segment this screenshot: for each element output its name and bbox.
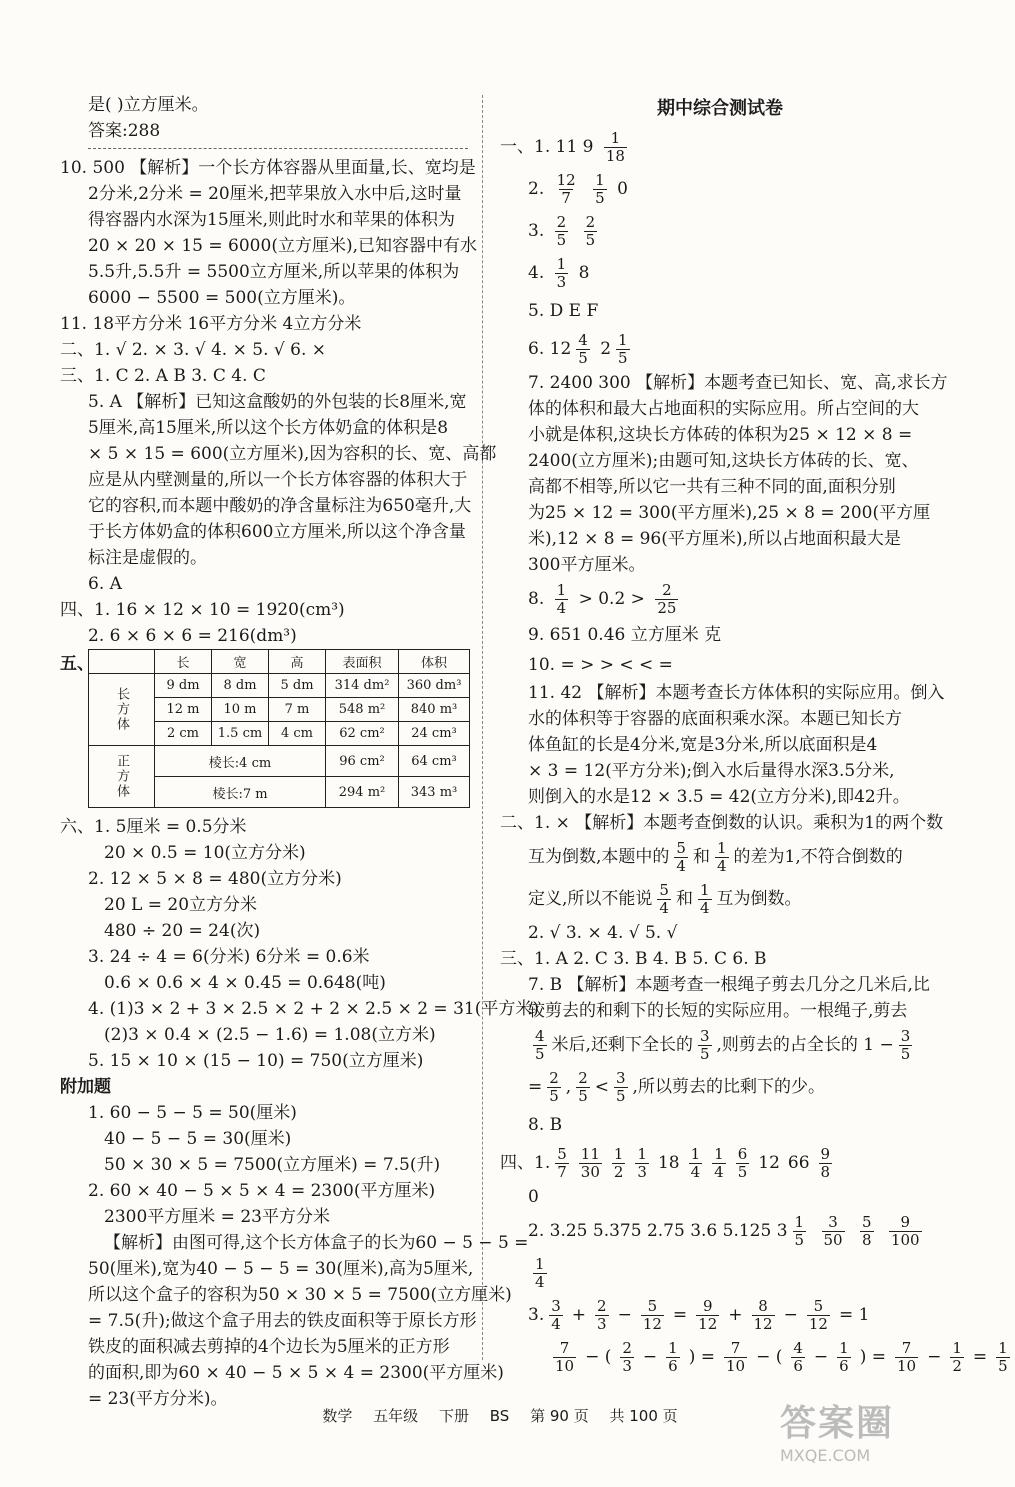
group-label-cuboid: 长方体 [89, 674, 155, 746]
extra-line: 2300平方厘米 = 23平方分米 [104, 1207, 330, 1227]
page-title: 期中综合测试卷 [657, 98, 783, 119]
s2-line: 二、1. × 【解析】本题考查倒数的认识。乘积为1的两个数 [500, 813, 944, 833]
extra-line: 【解析】由图可得,这个长方体盒子的长为60 − 5 − 5 = [104, 1233, 529, 1253]
table-header: 长 [155, 650, 212, 674]
section-4-line: 2. 6 × 6 × 6 = 216(dm³) [88, 626, 297, 646]
dashed-separator [88, 148, 468, 149]
section-6-line: 480 ÷ 20 = 24(次) [104, 921, 261, 941]
fraction: $\frac{2}{5}$ [549, 1069, 559, 1105]
fraction: $\frac{4}{5}$ [535, 1027, 545, 1063]
extra-line: 2. 60 × 40 − 5 × 5 × 4 = 2300(平方厘米) [88, 1181, 436, 1201]
table-cell: 96 cm² [326, 746, 399, 777]
q5-line: 应是从内壁测量的,所以一个长方体容器的体积大于 [88, 470, 468, 490]
section-5 [60, 649, 480, 808]
column-divider [482, 95, 483, 1360]
table-cell: 24 cm³ [399, 722, 470, 746]
fraction: $\frac{1}{5}$ [595, 171, 605, 207]
extra-line: 50(厘米),宽为40 − 5 − 5 = 30(厘米),高为5厘米, [88, 1259, 474, 1279]
q5-line: × 5 × 15 = 600(立方厘米),因为容积的长、宽、高都 [88, 444, 497, 464]
q10-line: 得容器内水深为15厘米,则此时水和苹果的体积为 [88, 210, 456, 230]
fraction: $\frac{1}{6}$ [668, 1339, 678, 1375]
extra-line: 铁皮的面积减去剪掉的4个边长为5厘米的正方形 [88, 1337, 450, 1357]
r10-line: 10. = > > < < = [528, 655, 673, 675]
table-cell: 棱长:4 cm [155, 746, 326, 777]
s4-eq-1: 3. $\frac{3}{4}$ + $\frac{2}{3}$ − $\frac{5}{12}$ = $\frac{9}{12}$ + $\frac{8}{12}$ − $\frac{5}{12}$ = 1 [528, 1297, 870, 1333]
section-6 [60, 814, 539, 1074]
r7-line: 小就是体积,这块长方体砖的体积为25 × 12 × 8 = [528, 425, 913, 445]
watermark-text: 答案圈 [780, 1403, 895, 1444]
math-token: = 1 [838, 1305, 870, 1325]
fraction: $\frac{2}{25}$ [657, 581, 677, 617]
math-token: − [813, 1347, 829, 1367]
s4-line-1-tail: 0 [528, 1187, 539, 1207]
math-token: + [571, 1305, 587, 1325]
table-cell: 9 dm [155, 674, 212, 698]
table-header: 表面积 [326, 650, 399, 674]
table-cell: 294 m² [326, 777, 399, 808]
table-cell: 64 cm³ [399, 746, 470, 777]
volume-table [88, 649, 470, 808]
table-row [89, 746, 470, 777]
r7-line: 300平方厘米。 [528, 555, 646, 575]
q9-tail: 是( )立方厘米。 [88, 95, 209, 115]
fraction: $\frac{1}{3}$ [556, 255, 567, 291]
s4-eq-2 [500, 1336, 1008, 1378]
math-token: − [783, 1305, 798, 1325]
section-2: 二、1. √ 2. × 3. √ 4. × 5. √ 6. × [60, 340, 326, 360]
table-cell: 360 dm³ [399, 674, 470, 698]
q5-line: 于长方体奶盒的体积600立方厘米,所以这个净含量 [88, 522, 466, 542]
section-6-line: (2)3 × 0.4 × (2.5 − 1.6) = 1.08(立方米) [104, 1025, 436, 1045]
s2-line: 互为倒数,本题中的 $\frac{5}{4}$ 和 $\frac{1}{4}$ 的差为1,不符合倒数的 [528, 839, 903, 875]
table-row [89, 674, 470, 698]
r4-line: 4. $\frac{1}{3}$ 8 [528, 255, 590, 291]
section-6-line: 六、1. 5厘米 = 0.5分米 [60, 817, 247, 837]
r9-line: 9. 651 0.46 立方厘米 克 [528, 625, 722, 645]
q10-line: 5.5升,5.5升 = 5500立方厘米,所以苹果的体积为 [88, 262, 460, 282]
q10-line: 10. 500 【解析】一个长方体容器从里面量,长、宽均是 [60, 158, 476, 178]
table-cell: 5 dm [269, 674, 326, 698]
fraction: $\frac{1}{3}$ [637, 1145, 647, 1181]
q5-line: 5厘米,高15厘米,所以这个长方体奶盒的体积是8 [88, 418, 449, 438]
r11-line: 水的体积等于容器的底面积乘水深。本题已知长方 [528, 709, 902, 729]
watermark-logo [780, 1395, 970, 1475]
r11-line: × 3 = 12(平方分米);倒入水后量得水深3.5分米, [528, 761, 895, 781]
fraction: $\frac{7}{10}$ [555, 1339, 575, 1375]
table-cell: 棱长:7 m [155, 777, 326, 808]
fraction: $\frac{1}{5}$ [618, 331, 628, 367]
fraction: $\frac{7}{10}$ [897, 1339, 917, 1375]
section-6-line: 3. 24 ÷ 4 = 6(分米) 6分米 = 0.6米 [88, 947, 370, 967]
table-cell: 2 cm [155, 722, 212, 746]
section-6-line: 20 L = 20立方分米 [104, 895, 258, 915]
math-token: ) = [859, 1347, 886, 1367]
section-4-line: 四、1. 16 × 12 × 10 = 1920(cm³) [60, 600, 345, 620]
fraction: $\frac{6}{5}$ [737, 1145, 748, 1181]
table-header-row [89, 650, 470, 674]
s3-line: $\frac{4}{5}$ 米后,还剩下全长的 $\frac{3}{5}$ ,则剪去的占全长的 1 − $\frac{3}{5}$ [535, 1027, 911, 1063]
fraction: $\frac{1}{4}$ [690, 1145, 701, 1181]
fraction: $\frac{1}{4}$ [716, 839, 727, 875]
s3-line: 7. B 【解析】本题考查一根绳子剪去几分之几米后,比 [528, 975, 930, 995]
footer-subject: 数学 [322, 1407, 353, 1425]
s3-line: 三、1. A 2. C 3. B 4. B 5. C 6. B [500, 949, 767, 969]
fraction: $\frac{3}{4}$ [551, 1297, 561, 1333]
math-token: 12 [758, 1153, 780, 1173]
extra-line: = 7.5(升);做这个盒子用去的铁皮面积等于原长方形 [88, 1311, 477, 1331]
extra-line: 1. 60 − 5 − 5 = 50(厘米) [88, 1103, 297, 1123]
r7-line: 为25 × 12 = 300(平方厘米),25 × 8 = 200(平方厘 [528, 503, 931, 523]
math-token: − [617, 1305, 632, 1325]
table-cell: 7 m [269, 698, 326, 722]
math-token: 66 [787, 1153, 810, 1173]
fraction: $\frac{3}{5}$ [616, 1069, 626, 1105]
q5-line: 标注是虚假的。 [88, 548, 207, 568]
fraction: $\frac{1}{4}$ [556, 581, 567, 617]
q10-line: 20 × 20 × 15 = 6000(立方厘米),已知容器中有水 [88, 236, 477, 256]
r5-line: 5. D E F [528, 301, 599, 321]
table-cell: 62 cm² [326, 722, 399, 746]
fraction: $\frac{1}{4}$ [699, 881, 710, 917]
q5-line: 它的容积,而本题中酸奶的净含量标注为650毫升,大 [88, 496, 472, 516]
fraction: $\frac{1}{4}$ [535, 1255, 545, 1291]
fraction: $\frac{2}{3}$ [597, 1297, 607, 1333]
table-corner [89, 650, 155, 674]
extra-block [60, 1100, 529, 1412]
fraction: $\frac{1}{4}$ [714, 1145, 724, 1181]
table-cell: 1.5 cm [212, 722, 269, 746]
section-6-line: 4. (1)3 × 2 + 3 × 2.5 × 2 + 2 × 2.5 × 2 = 31(平方米) [88, 999, 539, 1019]
group-label-cube: 正方体 [89, 746, 155, 808]
s4-line-1: 四、1. $\frac{5}{7}$ $\frac{11}{30}$ $\frac{1}{2}$ $\frac{1}{3}$ 18 $\frac{1}{4}$ $\frac{1}{4}$ $\frac{6}{5}$ 12 66 $\frac{9}{8}$ [500, 1145, 831, 1181]
section-5-label: 五、 [60, 654, 94, 674]
math-token: − ( [585, 1347, 612, 1367]
math-token: + [728, 1305, 743, 1325]
r7-line: 体的体积和最大占地面积的实际应用。所占空间的大 [528, 399, 919, 419]
math-token: = [672, 1305, 688, 1325]
extra-line: 50 × 30 × 5 = 7500(立方厘米) = 7.5(升) [104, 1155, 441, 1175]
fraction: $\frac{1}{5}$ [794, 1213, 805, 1249]
r7-line: 米),12 × 8 = 96(平方厘米),所以占地面积最大是 [528, 529, 901, 549]
r11-line: 11. 42 【解析】本题考查长方体体积的实际应用。倒入 [528, 683, 945, 703]
table-cell: 314 dm² [326, 674, 399, 698]
watermark-url: MXQE.COM [780, 1446, 871, 1465]
left-column [60, 92, 539, 1412]
r1-text: 一、1. 11 9 [500, 137, 594, 157]
math-token: ) = [688, 1347, 715, 1367]
fraction: $\frac{9}{12}$ [698, 1297, 718, 1333]
s3-line: 8. B [528, 1115, 563, 1135]
table-cell: 548 m² [326, 698, 399, 722]
q5-block [60, 389, 497, 571]
fraction: $\frac{9}{8}$ [820, 1145, 831, 1181]
footer-page: 第 90 页 [530, 1407, 589, 1425]
section-3: 三、1. C 2. A B 3. C 4. C [60, 366, 266, 386]
math-token: = [972, 1347, 988, 1367]
table-cell: 840 m³ [399, 698, 470, 722]
footer-grade: 五年级 [373, 1407, 419, 1425]
math-token: 18 [657, 1153, 680, 1173]
fraction: $\frac{2}{3}$ [622, 1339, 632, 1375]
fraction: $\frac{4}{6}$ [793, 1339, 803, 1375]
r6-line: 6. 12 $\frac{4}{5}$ 2 $\frac{1}{5}$ [528, 331, 628, 367]
section-6-line: 5. 15 × 10 × (15 − 10) = 750(立方厘米) [88, 1051, 424, 1071]
q10-line: 2分米,2分米 = 20厘米,把苹果放入水中后,这时量 [88, 184, 462, 204]
math-token: − ( [756, 1347, 783, 1367]
fraction: $\frac{1}{2}$ [952, 1339, 962, 1375]
q11-line: 11. 18平方分米 16平方分米 4立方分米 [60, 314, 362, 334]
section-6-line: 2. 12 × 5 × 8 = 480(立方分米) [88, 869, 342, 889]
fraction: $\frac{1}{18}$ [605, 129, 625, 165]
math-token: − [642, 1347, 658, 1367]
fraction: $\frac{1}{5}$ [998, 1339, 1008, 1375]
r2-line: 2. $\frac{12}{7}$ $\frac{1}{5}$ 0 [528, 171, 628, 207]
table-cell: 343 m³ [399, 777, 470, 808]
footer-term: 下册 [438, 1407, 469, 1425]
math-token: − [927, 1347, 942, 1367]
s2-line: 2. √ 3. × 4. √ 5. √ [528, 923, 678, 943]
fraction: $\frac{5}{4}$ [676, 839, 686, 875]
q9-answer: 答案:288 [88, 121, 161, 141]
s3-line: = $\frac{2}{5}$ , $\frac{2}{5}$ < $\frac{3}{5}$ ,所以剪去的比剩下的少。 [528, 1069, 825, 1105]
fraction: $\frac{5}{8}$ [862, 1213, 872, 1249]
footer-edition: BS [489, 1407, 510, 1425]
fraction: $\frac{2}{5}$ [585, 213, 596, 249]
section-6-line: 0.6 × 0.6 × 4 × 0.45 = 0.648(吨) [104, 973, 386, 993]
s3-line: 较剪去的和剩下的长短的实际应用。一根绳子,剪去 [528, 1001, 908, 1021]
section-6-line: 20 × 0.5 = 10(立方分米) [104, 843, 306, 863]
r7-line: 高都不相等,所以它一共有三种不同的面,面积分别 [528, 477, 896, 497]
fraction: $\frac{3}{50}$ [823, 1213, 843, 1249]
footer-total: 共 100 页 [609, 1407, 678, 1425]
right-column [500, 92, 1008, 1378]
fraction: $\frac{7}{10}$ [726, 1339, 746, 1375]
extra-line: 的面积,即为60 × 40 − 5 × 5 × 4 = 2300(平方厘米) [88, 1363, 504, 1383]
fraction: $\frac{3}{5}$ [900, 1027, 911, 1063]
table-header: 高 [269, 650, 326, 674]
fraction: $\frac{5}{7}$ [557, 1145, 567, 1181]
r7-block [500, 370, 948, 578]
r7-line: 2400(立方厘米);由题可知,这块长方体砖的长、宽、 [528, 451, 919, 471]
fraction: $\frac{12}{7}$ [556, 171, 576, 207]
extra-line: 所以这个盒子的容积为50 × 30 × 5 = 7500(立方厘米) [88, 1285, 512, 1305]
table-header: 体积 [399, 650, 470, 674]
q10-block [60, 155, 480, 311]
table-header: 宽 [212, 650, 269, 674]
fraction: $\frac{5}{4}$ [659, 881, 669, 917]
table-cell: 10 m [212, 698, 269, 722]
s2-line: 定义,所以不能说 $\frac{5}{4}$ 和 $\frac{1}{4}$ 互为倒数。 [528, 881, 802, 917]
extra-line: 40 − 5 − 5 = 30(厘米) [104, 1129, 292, 1149]
r8-line: 8. $\frac{1}{4}$ > 0.2 > $\frac{2}{25}$ [528, 581, 677, 617]
r11-line: 则倒入的水是12 × 3.5 = 42(立方分米),即42升。 [528, 787, 910, 807]
r11-block [500, 680, 945, 810]
fraction: $\frac{2}{5}$ [578, 1069, 588, 1105]
fraction: $\frac{2}{5}$ [556, 213, 567, 249]
q10-line: 6000 − 5500 = 500(立方厘米)。 [88, 288, 356, 308]
table-cell: 8 dm [212, 674, 269, 698]
fraction: $\frac{1}{2}$ [613, 1145, 624, 1181]
q5-line: 5. A 【解析】已知这盒酸奶的外包装的长8厘米,宽 [88, 392, 467, 412]
table-cell: 12 m [155, 698, 212, 722]
q6-line: 6. A [88, 574, 122, 594]
fraction: $\frac{5}{12}$ [642, 1297, 662, 1333]
s4-line-2: 2. 3.25 5.375 2.75 3.6 5.125 3 $\frac{1}{5}$ $\frac{3}{50}$ $\frac{5}{8}$ $\frac{9}{100}$ [528, 1213, 920, 1249]
table-cell: 4 cm [269, 722, 326, 746]
extra-line: = 23(平方分米)。 [88, 1389, 228, 1409]
fraction: $\frac{3}{5}$ [699, 1027, 710, 1063]
fraction: $\frac{5}{12}$ [808, 1297, 828, 1333]
r11-line: 体鱼缸的长是4分米,宽是3分米,所以底面积是4 [528, 735, 878, 755]
fraction: $\frac{8}{12}$ [753, 1297, 773, 1333]
fraction: $\frac{4}{5}$ [578, 331, 588, 367]
fraction: $\frac{9}{100}$ [890, 1213, 920, 1249]
fraction: $\frac{11}{30}$ [580, 1145, 600, 1181]
r1-line [500, 126, 940, 168]
s4-line-2-tail [500, 1252, 940, 1294]
extra-title: 附加题 [60, 1077, 111, 1097]
r7-line: 7. 2400 300 【解析】本题考查已知长、宽、高,求长方 [528, 373, 948, 393]
fraction: $\frac{1}{6}$ [839, 1339, 849, 1375]
r3-line: 3. $\frac{2}{5}$ $\frac{2}{5}$ [528, 213, 596, 249]
